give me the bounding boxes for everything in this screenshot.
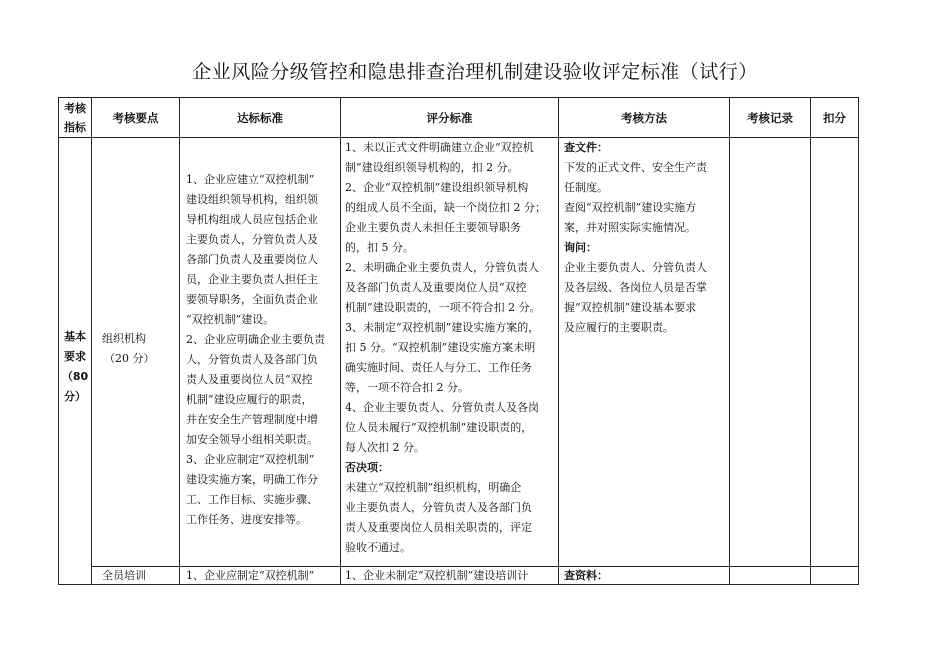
method-ask-line: 握“双控机制”建设基本要求 bbox=[564, 301, 697, 314]
key-point-training: 全员培训 bbox=[102, 569, 146, 582]
category-basic-requirements bbox=[59, 327, 91, 407]
veto-line: 验收不通过。 bbox=[345, 541, 411, 554]
method-ask-line: 及各层级、各岗位人员是否掌 bbox=[564, 281, 707, 294]
header-indicator-line2: 指标 bbox=[64, 121, 86, 134]
scoring-line: 企业主要负责人未担任主要领导职务 bbox=[345, 221, 521, 234]
veto-line: 未建立“双控机制”组织机构，明确企 bbox=[345, 481, 522, 494]
standard-line: 工、工作目标、实施步骤、 bbox=[186, 493, 318, 506]
standard-line: 3、企业应制定“双控机制” bbox=[186, 453, 315, 466]
scoring-training: 1、企业未制定“双控机制”建设培训计 bbox=[345, 569, 529, 582]
scoring-organization bbox=[345, 138, 557, 558]
method-doc-line: 任制度。 bbox=[564, 181, 608, 194]
category-line: （80 bbox=[61, 370, 89, 383]
scoring-line: 的，扣 5 分。 bbox=[345, 241, 414, 254]
table-border-right bbox=[858, 97, 859, 585]
method-doc-line: 下发的正式文件、安全生产责 bbox=[564, 161, 707, 174]
standard-line: 2、企业应明确企业主要负责 bbox=[186, 333, 325, 346]
standard-line: 责人及重要岗位人员“双控 bbox=[186, 373, 313, 386]
scoring-line: 位人员未履行“双控机制”建设职责的， bbox=[345, 421, 533, 434]
column-line bbox=[179, 97, 180, 585]
deduction-organization bbox=[811, 138, 858, 566]
standard-line: 建设组织领导机构，组织领 bbox=[186, 193, 318, 206]
standard-line: 员，企业主要负责人担任主 bbox=[186, 273, 318, 286]
scoring-line: 2、未明确企业主要负责人，分管负责人 bbox=[345, 261, 539, 274]
standard-line: 1、企业应建立“双控机制” bbox=[186, 173, 315, 186]
column-line bbox=[91, 97, 92, 585]
scoring-line: 确实施时间、责任人与分工、工作任务 bbox=[345, 361, 532, 374]
scoring-line: 扣 5 分。“双控机制”建设实施方案未明 bbox=[345, 341, 536, 354]
column-line bbox=[558, 97, 559, 585]
scoring-line: 的组成人员不全面，缺一个岗位扣 2 分； bbox=[345, 201, 546, 214]
veto-line: 责人及重要岗位人员相关职责的，评定 bbox=[345, 521, 532, 534]
method-doc-line: 案，并对照实际实施情况。 bbox=[564, 221, 696, 234]
scoring-line: 等，一项不符合扣 2 分。 bbox=[345, 381, 469, 394]
scoring-line: 制”建设组织领导机构的，扣 2 分。 bbox=[345, 161, 519, 174]
scoring-line: 1、未以正式文件明确建立企业“双控机 bbox=[345, 141, 534, 154]
method-doc-line: 查阅“双控机制”建设实施方 bbox=[564, 201, 697, 214]
header-key-points: 考核要点 bbox=[112, 110, 159, 125]
category-line: 分） bbox=[64, 390, 86, 403]
method-training: 查资料： bbox=[564, 569, 608, 582]
key-point-score: （20 分） bbox=[104, 352, 155, 365]
method-ask-items bbox=[564, 258, 728, 338]
evaluation-table bbox=[58, 97, 859, 585]
record-organization bbox=[730, 138, 810, 566]
scoring-line: 每人次扣 2 分。 bbox=[345, 441, 425, 454]
standard-line: 工作任务、进度安排等。 bbox=[186, 513, 307, 526]
standard-training: 1、企业应制定“双控机制” bbox=[186, 569, 315, 582]
header-record: 考核记录 bbox=[747, 110, 793, 125]
header-indicator bbox=[59, 99, 91, 137]
category-line: 基本 bbox=[64, 330, 86, 343]
document-title: 企业风险分级管控和隐患排查治理机制建设验收评定标准（试行） bbox=[192, 61, 758, 83]
scoring-line: 3、未制定“双控机制”建设实施方案的， bbox=[345, 321, 540, 334]
header-deduction: 扣分 bbox=[823, 110, 846, 125]
method-organization bbox=[564, 138, 728, 338]
key-point-label: 组织机构 bbox=[102, 332, 146, 345]
scoring-line: 及各部门负责人及重要岗位人员“双控 bbox=[345, 281, 527, 294]
column-line bbox=[340, 97, 341, 585]
scoring-line: 2、企业“双控机制”建设组织领导机构 bbox=[345, 181, 529, 194]
scoring-items bbox=[345, 138, 557, 458]
standard-line: “双控机制”建设。 bbox=[186, 313, 275, 326]
header-method: 考核方法 bbox=[621, 110, 667, 125]
category-line: 要求 bbox=[64, 350, 86, 363]
standard-line: 导机构组成人员应包括企业 bbox=[186, 213, 318, 226]
method-doc-label: 查文件： bbox=[564, 141, 608, 154]
veto-label: 否决项： bbox=[345, 461, 389, 474]
standard-line: 加安全领导小组相关职责。 bbox=[186, 433, 318, 446]
header-scoring: 评分标准 bbox=[426, 110, 473, 125]
veto-items bbox=[345, 478, 557, 558]
key-point-organization bbox=[102, 329, 178, 369]
method-ask-label: 询问： bbox=[564, 241, 597, 254]
standard-line: 各部门负责人及重要岗位人 bbox=[186, 253, 318, 266]
standard-line: 并在安全生产管理制度中增 bbox=[186, 413, 318, 426]
method-doc-items bbox=[564, 158, 728, 238]
standard-line: 要领导职务，全面负责企业 bbox=[186, 293, 318, 306]
scoring-line: 4、企业主要负责人、分管负责人及各岗 bbox=[345, 401, 539, 414]
method-ask-line: 及应履行的主要职责。 bbox=[564, 321, 674, 334]
scoring-line: 机制”建设职责的，一项不符合扣 2 分。 bbox=[345, 301, 541, 314]
standard-line: 建设实施方案，明确工作分 bbox=[186, 473, 318, 486]
standard-line: 主要负责人，分管负责人及 bbox=[186, 233, 318, 246]
standard-line: 机制”建设应履行的职责， bbox=[186, 393, 313, 406]
veto-line: 业主要负责人，分管负责人及各部门负 bbox=[345, 501, 532, 514]
header-standard: 达标标准 bbox=[237, 110, 283, 125]
header-indicator-line1: 考核 bbox=[64, 102, 86, 115]
method-ask-line: 企业主要负责人、分管负责人 bbox=[564, 261, 707, 274]
standard-organization bbox=[186, 170, 338, 530]
standard-line: 人，分管负责人及各部门负 bbox=[186, 353, 318, 366]
